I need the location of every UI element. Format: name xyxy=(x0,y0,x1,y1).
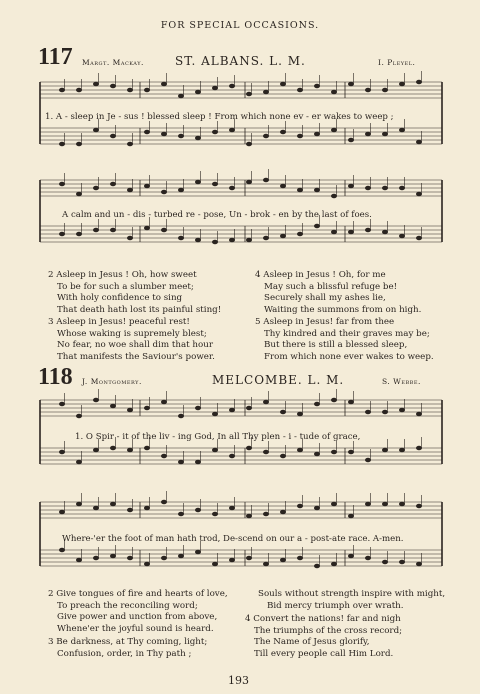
verse xyxy=(255,270,421,316)
note-head xyxy=(93,556,98,560)
note-head xyxy=(212,562,217,566)
note-head xyxy=(348,554,353,558)
note-head xyxy=(212,130,217,134)
note-head xyxy=(229,454,234,458)
note-head xyxy=(144,562,149,566)
note-head xyxy=(76,142,81,146)
note-head xyxy=(76,232,81,236)
lyric-line: Where-'er the foot of man hath trod, De-scend on our a - post-ate race. A-men. xyxy=(62,534,404,544)
note-head xyxy=(59,142,64,146)
note-head xyxy=(76,502,81,506)
note-head xyxy=(127,448,132,452)
note-head xyxy=(314,402,319,406)
note-head xyxy=(212,86,217,90)
note-head xyxy=(348,514,353,518)
verse-line: Waiting the summons from on high. xyxy=(264,304,422,315)
note-head xyxy=(195,238,200,242)
note-head xyxy=(263,90,268,94)
note-head xyxy=(212,512,217,516)
verse-line: But there is still a blessed sleep, xyxy=(264,340,408,350)
note-head xyxy=(59,402,64,406)
note-head xyxy=(297,504,302,508)
verse-line: Thy kindred and their graves may be; xyxy=(264,328,430,339)
note-head xyxy=(399,82,404,86)
note-head xyxy=(399,408,404,412)
note-head xyxy=(161,500,166,504)
note-head xyxy=(382,88,387,92)
note-head xyxy=(195,508,200,512)
note-head xyxy=(246,556,251,560)
note-head xyxy=(161,400,166,404)
verse-line: Whene'er the joyful sound is heard. xyxy=(57,623,214,634)
note-head xyxy=(110,228,115,232)
note-head xyxy=(246,446,251,450)
note-head xyxy=(195,90,200,94)
note-head xyxy=(399,186,404,190)
note-head xyxy=(399,128,404,132)
verse xyxy=(255,317,434,363)
note-head xyxy=(110,182,115,186)
note-head xyxy=(314,84,319,88)
note-head xyxy=(178,134,183,138)
note-head xyxy=(144,446,149,450)
note-head xyxy=(127,142,132,146)
verse-line: 3 Asleep in Jesus! peaceful rest! xyxy=(48,317,190,327)
note-head xyxy=(178,512,183,516)
note-head xyxy=(110,554,115,558)
note-head xyxy=(263,450,268,454)
note-head xyxy=(178,94,183,98)
lyric-line: 1. O Spir - it of the liv - ing God, In all Thy plen - i - tude of grace, xyxy=(75,432,361,442)
note-head xyxy=(93,82,98,86)
note-head xyxy=(127,88,132,92)
verse-line: To preach the reconciling word; xyxy=(57,600,198,611)
verse-line: Confusion, order, in Thy path ; xyxy=(57,648,192,659)
note-head xyxy=(59,450,64,454)
note-head xyxy=(246,406,251,410)
note-head xyxy=(382,448,387,452)
composer-credit: I. Pleyel. xyxy=(378,58,416,67)
note-head xyxy=(127,556,132,560)
note-head xyxy=(314,452,319,456)
tune-name: MELCOMBE. L. M. xyxy=(212,373,345,387)
note-head xyxy=(93,398,98,402)
note-head xyxy=(161,228,166,232)
note-head xyxy=(280,82,285,86)
note-head xyxy=(59,88,64,92)
note-head xyxy=(178,188,183,192)
note-head xyxy=(365,132,370,136)
note-head xyxy=(365,410,370,414)
note-head xyxy=(93,448,98,452)
note-head xyxy=(416,236,421,240)
note-head xyxy=(348,184,353,188)
note-head xyxy=(314,132,319,136)
verse xyxy=(48,589,228,635)
verse-line: 3 Be darkness, at Thy coming, light; xyxy=(48,637,208,647)
note-head xyxy=(416,446,421,450)
note-head xyxy=(314,188,319,192)
note-head xyxy=(212,240,217,244)
note-head xyxy=(212,412,217,416)
hymn-number: 117 xyxy=(38,44,73,70)
note-head xyxy=(399,234,404,238)
note-head xyxy=(331,450,336,454)
note-head xyxy=(76,460,81,464)
verse-line: 4 Convert the nations! far and nigh xyxy=(245,614,401,624)
note-head xyxy=(348,400,353,404)
note-head xyxy=(280,558,285,562)
note-head xyxy=(195,460,200,464)
verse-line: That death hath lost its painful sting! xyxy=(57,304,222,315)
note-head xyxy=(59,548,64,552)
note-head xyxy=(59,182,64,186)
author-credit: Margt. Mackay. xyxy=(82,58,144,67)
verse-line: The triumphs of the cross record; xyxy=(254,625,403,636)
note-head xyxy=(263,236,268,240)
note-head xyxy=(263,562,268,566)
note-head xyxy=(280,410,285,414)
note-head xyxy=(59,232,64,236)
note-head xyxy=(110,502,115,506)
note-head xyxy=(229,238,234,242)
note-head xyxy=(178,554,183,558)
note-head xyxy=(263,178,268,182)
note-head xyxy=(110,446,115,450)
note-head xyxy=(212,448,217,452)
note-head xyxy=(178,236,183,240)
note-head xyxy=(246,142,251,146)
note-head xyxy=(331,230,336,234)
note-head xyxy=(297,232,302,236)
note-head xyxy=(382,410,387,414)
verse-line: 2 Give tongues of fire and hearts of love, xyxy=(48,589,228,599)
note-head xyxy=(144,130,149,134)
note-head xyxy=(331,90,336,94)
note-head xyxy=(297,134,302,138)
verse-line: Whose waking is supremely blest; xyxy=(57,328,207,339)
note-head xyxy=(76,88,81,92)
verse-line: 4 Asleep in Jesus ! Oh, for me xyxy=(255,270,386,280)
note-head xyxy=(144,406,149,410)
note-head xyxy=(195,406,200,410)
note-head xyxy=(314,506,319,510)
verse-line: 5 Asleep in Jesus! far from thee xyxy=(255,317,395,327)
verse-line: The Name of Jesus glorify, xyxy=(254,637,370,647)
note-head xyxy=(382,502,387,506)
verse xyxy=(48,270,221,316)
note-head xyxy=(331,502,336,506)
note-head xyxy=(382,186,387,190)
note-head xyxy=(348,230,353,234)
lyric-line: 1. A - sleep in Je - sus ! blessed sleep ! From which none ev - er wakes to weep ; xyxy=(45,112,394,122)
note-head xyxy=(416,192,421,196)
note-head xyxy=(416,80,421,84)
note-head xyxy=(178,460,183,464)
note-head xyxy=(93,186,98,190)
note-head xyxy=(297,188,302,192)
note-head xyxy=(144,88,149,92)
note-head xyxy=(297,448,302,452)
verse-line: Securely shall my ashes lie, xyxy=(264,293,386,303)
note-head xyxy=(280,184,285,188)
note-head xyxy=(280,454,285,458)
note-head xyxy=(399,502,404,506)
verse xyxy=(48,317,215,363)
note-head xyxy=(229,128,234,132)
note-head xyxy=(76,558,81,562)
note-head xyxy=(161,190,166,194)
note-head xyxy=(246,180,251,184)
verse-line: No fear, no woe shall dim that hour xyxy=(57,340,213,350)
verse-line: With holy confidence to sing xyxy=(57,293,183,303)
note-head xyxy=(263,134,268,138)
note-head xyxy=(127,188,132,192)
note-head xyxy=(144,226,149,230)
page-number: 193 xyxy=(228,674,249,687)
note-head xyxy=(399,448,404,452)
note-head xyxy=(365,186,370,190)
note-head xyxy=(399,560,404,564)
note-head xyxy=(110,134,115,138)
note-head xyxy=(246,238,251,242)
note-head xyxy=(195,550,200,554)
note-head xyxy=(280,234,285,238)
verse xyxy=(258,589,445,612)
note-head xyxy=(195,180,200,184)
note-head xyxy=(246,514,251,518)
verse-line: Souls without strength inspire with might, xyxy=(258,589,446,599)
note-head xyxy=(382,560,387,564)
note-head xyxy=(280,130,285,134)
note-head xyxy=(127,408,132,412)
note-head xyxy=(93,128,98,132)
note-head xyxy=(76,192,81,196)
note-head xyxy=(416,140,421,144)
note-head xyxy=(144,506,149,510)
note-head xyxy=(416,504,421,508)
note-head xyxy=(331,398,336,402)
note-head xyxy=(59,510,64,514)
verse-line: Till every people call Him Lord. xyxy=(254,648,394,659)
lyric-line: A calm and un - dis - turbed re - pose, Un - brok - en by the last of foes. xyxy=(62,210,372,220)
note-head xyxy=(93,228,98,232)
verse-line: To be for such a slumber meet; xyxy=(57,281,194,292)
note-head xyxy=(331,128,336,132)
note-head xyxy=(161,132,166,136)
note-head xyxy=(229,84,234,88)
verse-line: Give power and unction from above, xyxy=(57,612,218,622)
note-head xyxy=(229,558,234,562)
note-head xyxy=(314,564,319,568)
note-head xyxy=(263,512,268,516)
verse-line: Bid mercy triumph over wrath. xyxy=(267,600,404,611)
note-head xyxy=(144,184,149,188)
note-head xyxy=(297,556,302,560)
note-head xyxy=(365,88,370,92)
hymn-number: 118 xyxy=(38,364,73,390)
verse-line: That manifests the Saviour's power. xyxy=(57,351,215,362)
author-credit: J. Montgomery. xyxy=(82,377,142,386)
note-head xyxy=(246,92,251,96)
note-head xyxy=(416,412,421,416)
note-head xyxy=(348,450,353,454)
note-head xyxy=(365,556,370,560)
note-head xyxy=(280,510,285,514)
note-head xyxy=(110,404,115,408)
note-head xyxy=(365,502,370,506)
note-head xyxy=(331,194,336,198)
verse xyxy=(245,614,402,660)
note-head xyxy=(382,230,387,234)
note-head xyxy=(297,88,302,92)
verse-line: May such a blissful refuge be! xyxy=(264,281,398,292)
note-head xyxy=(314,224,319,228)
note-head xyxy=(76,414,81,418)
note-head xyxy=(365,228,370,232)
verse xyxy=(48,637,207,660)
note-head xyxy=(229,186,234,190)
note-head xyxy=(331,562,336,566)
note-head xyxy=(348,138,353,142)
note-head xyxy=(382,132,387,136)
note-head xyxy=(178,414,183,418)
note-head xyxy=(229,408,234,412)
note-head xyxy=(212,182,217,186)
note-head xyxy=(229,506,234,510)
note-head xyxy=(297,412,302,416)
note-head xyxy=(195,136,200,140)
note-head xyxy=(127,236,132,240)
note-head xyxy=(161,556,166,560)
note-head xyxy=(263,400,268,404)
note-head xyxy=(110,84,115,88)
note-head xyxy=(161,454,166,458)
note-head xyxy=(127,508,132,512)
note-head xyxy=(348,82,353,86)
verse-line: From which none ever wakes to weep. xyxy=(264,351,434,362)
running-head: FOR SPECIAL OCCASIONS. xyxy=(160,20,320,31)
tune-name: ST. ALBANS. L. M. xyxy=(175,54,306,68)
note-head xyxy=(416,562,421,566)
verse-line: 2 Asleep in Jesus ! Oh, how sweet xyxy=(48,270,197,280)
note-head xyxy=(161,82,166,86)
note-head xyxy=(93,506,98,510)
composer-credit: S. Webbe. xyxy=(382,377,421,386)
note-head xyxy=(365,458,370,462)
